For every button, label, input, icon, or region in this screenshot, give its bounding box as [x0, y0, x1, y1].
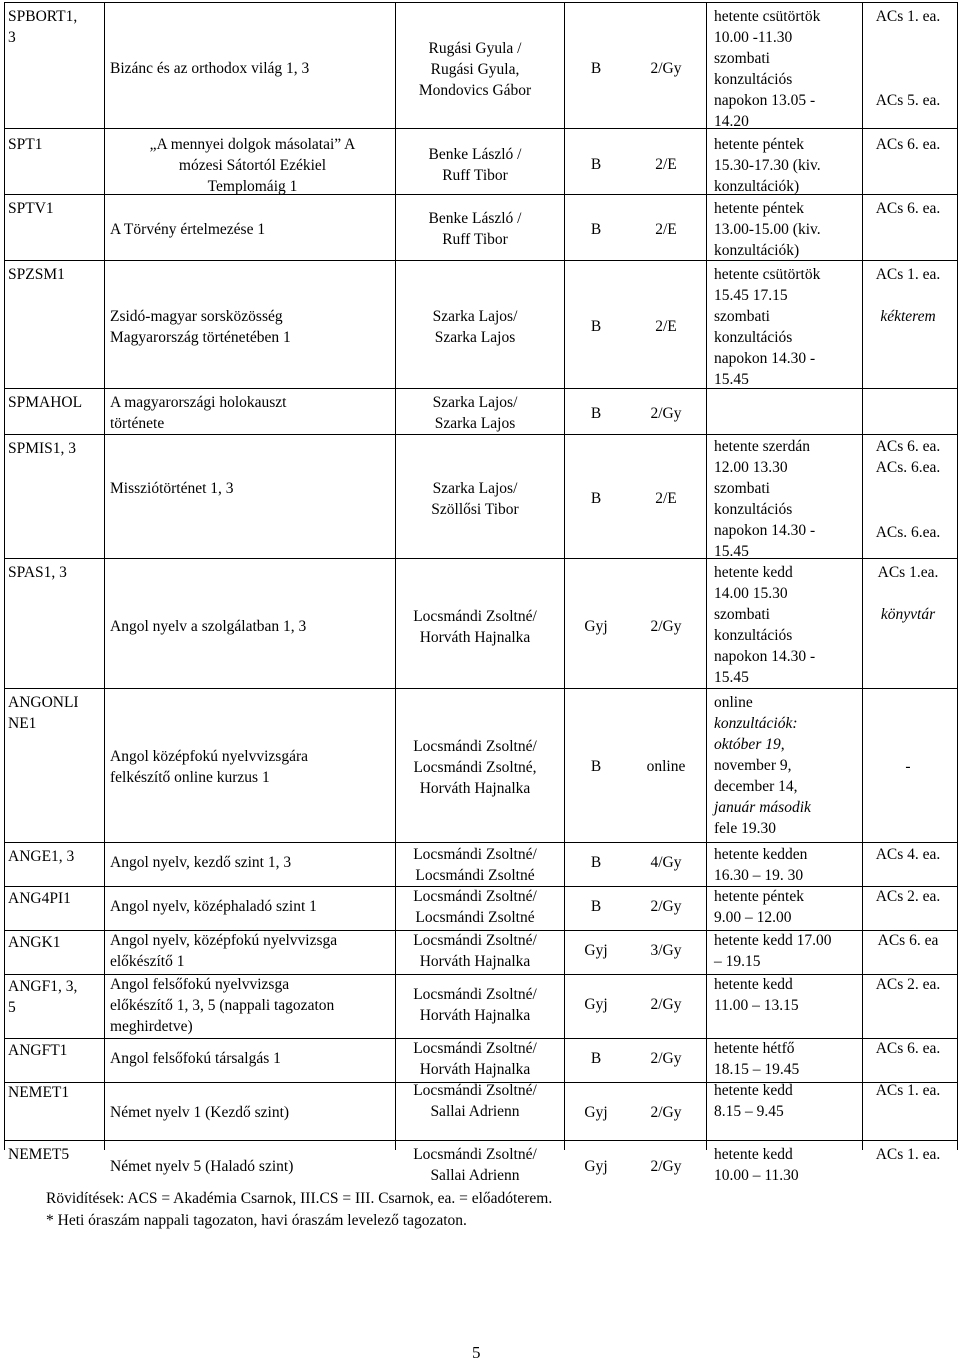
course-title: Angol nyelv a szolgálatban 1, 3 — [110, 618, 307, 635]
course-hours: 3/Gy — [650, 942, 682, 959]
course-code: NEMET1 — [8, 1084, 70, 1101]
course-title: Angol középfokú nyelvvizsgára felkészítő online kurzus 1 — [110, 748, 308, 786]
course-room: ACs 6. ea — [877, 932, 939, 949]
course-type: B — [590, 60, 602, 77]
course-type: Gyj — [584, 618, 608, 635]
course-type: Gyj — [584, 1158, 608, 1175]
course-hours: 4/Gy — [650, 854, 682, 871]
course-hours: 2/E — [655, 156, 677, 173]
course-teacher: Szarka Lajos/ Szarka Lajos — [432, 308, 518, 346]
hours-footnote: * Heti óraszám nappali tagozaton, havi óraszám levelező tagozaton. — [46, 1212, 467, 1229]
course-code: SPTV1 — [8, 200, 54, 217]
course-schedule: hetente kedd 14.00 15.30 szombati konzultációs napokon 14.30 - 15.45 — [714, 564, 816, 686]
course-teacher: Benke László / Ruff Tibor — [428, 146, 522, 184]
course-title: Német nyelv 5 (Haladó szint) — [110, 1158, 294, 1175]
course-room: ACs 1. ea. — [875, 1146, 941, 1163]
course-type: B — [590, 156, 602, 173]
table-border-top — [4, 2, 958, 3]
course-type: B — [590, 758, 602, 775]
course-teacher: Rugási Gyula / Rugási Gyula, Mondovics Gábor — [418, 40, 532, 99]
course-schedule: hetente péntek 9.00 – 12.00 — [714, 888, 804, 926]
course-room-note: könyvtár — [880, 606, 936, 623]
row-rule — [4, 688, 958, 689]
course-hours: 2/Gy — [650, 1050, 682, 1067]
course-title: Bizánc és az orthodox világ 1, 3 — [110, 60, 310, 77]
course-teacher: Locsmándi Zsoltné/ Sallai Adrienn — [413, 1146, 537, 1184]
course-code: ANGF1, 3, 5 — [8, 978, 78, 1016]
column-rule — [706, 2, 707, 1150]
course-type: Gyj — [584, 942, 608, 959]
course-code: SPZSM1 — [8, 266, 65, 283]
course-teacher: Locsmándi Zsoltné/ Horváth Hajnalka — [413, 1040, 537, 1078]
course-title: „A mennyei dolgok másolatai” A mózesi Sátortól Ezékiel Templomáig 1 — [149, 136, 356, 195]
course-code: ANGONLI NE1 — [8, 694, 79, 732]
course-type: B — [590, 898, 602, 915]
abbreviations-note: Rövidítések: ACS = Akadémia Csarnok, III.CS = III. Csarnok, ea. = előadóterem. — [46, 1190, 553, 1207]
course-room: ACs 1.ea. — [877, 564, 939, 581]
course-hours: 2/Gy — [650, 405, 682, 422]
course-title: Angol felsőfokú társalgás 1 — [110, 1050, 281, 1067]
course-room: ACs. 6.ea. — [875, 524, 941, 541]
course-type: B — [590, 221, 602, 238]
course-room: ACs 6. ea. — [875, 200, 941, 217]
course-room-note: kékterem — [880, 308, 936, 325]
course-schedule: hetente csütörtök 10.00 -11.30 szombati konzultációs napokon 13.05 - 14.20 — [714, 8, 821, 130]
course-room: ACs 6. ea. — [875, 1040, 941, 1057]
course-teacher: Locsmándi Zsoltné/ Locsmándi Zsoltné — [413, 846, 537, 884]
course-type: Gyj — [584, 1104, 608, 1121]
course-type: B — [590, 490, 602, 507]
course-room: ACs 5. ea. — [875, 92, 941, 109]
course-title: A Törvény értelmezése 1 — [110, 221, 266, 238]
course-type: Gyj — [584, 996, 608, 1013]
course-hours: 2/E — [655, 490, 677, 507]
course-type: B — [590, 405, 602, 422]
course-schedule: hetente hétfő 18.15 – 19.45 — [714, 1040, 800, 1078]
course-room: ACs 6. ea. — [875, 136, 941, 153]
course-code: SPMIS1, 3 — [8, 440, 77, 457]
row-rule — [4, 842, 958, 843]
course-schedule: hetente kedden 16.30 – 19. 30 — [714, 846, 808, 884]
course-type: B — [590, 854, 602, 871]
table-border-left — [4, 2, 5, 1150]
table-border-bottom — [4, 1140, 958, 1141]
course-title: Missziótörténet 1, 3 — [110, 480, 234, 497]
course-code: SPMAHOL — [8, 394, 83, 411]
course-code: ANG4PI1 — [8, 890, 71, 907]
course-title: Angol felsőfokú nyelvvizsga előkészítő 1, 3, 5 (nappali tagozaton meghirdetve) — [110, 976, 335, 1035]
course-title: Angol nyelv, kezdő szint 1, 3 — [110, 854, 292, 871]
course-schedule: hetente kedd 11.00 – 13.15 — [714, 976, 799, 1014]
course-code: ANGFT1 — [8, 1042, 68, 1059]
course-hours: 2/Gy — [650, 1158, 682, 1175]
course-hours: online — [646, 758, 686, 775]
course-title: Zsidó-magyar sorsközösség Magyarország történetében 1 — [110, 308, 291, 346]
course-code: NEMET5 — [8, 1146, 70, 1163]
course-room: ACs 2. ea. — [875, 888, 941, 905]
course-hours: 2/Gy — [650, 1104, 682, 1121]
course-hours: 2/Gy — [650, 898, 682, 915]
course-teacher: Locsmándi Zsoltné/ Horváth Hajnalka — [413, 932, 537, 970]
course-schedule: hetente kedd 8.15 – 9.45 — [714, 1082, 793, 1120]
course-room: ACs 1. ea. — [875, 266, 941, 283]
course-schedule: hetente péntek 15.30-17.30 (kiv. konzultációk) — [714, 136, 821, 195]
course-teacher: Locsmándi Zsoltné/ Locsmándi Zsoltné, Horváth Hajnalka — [413, 738, 537, 797]
course-title: Angol nyelv, középfokú nyelvvizsga előkészítő 1 — [110, 932, 338, 970]
course-title: Német nyelv 1 (Kezdő szint) — [110, 1104, 290, 1121]
course-code: ANGK1 — [8, 934, 61, 951]
course-code: ANGE1, 3 — [8, 848, 75, 865]
course-schedule: hetente kedd 10.00 – 11.30 — [714, 1146, 799, 1184]
course-hours: 2/E — [655, 318, 677, 335]
course-code: SPT1 — [8, 136, 43, 153]
course-hours: 2/Gy — [650, 618, 682, 635]
course-teacher: Szarka Lajos/ Szöllősi Tibor — [431, 480, 519, 518]
course-schedule: hetente csütörtök 15.45 17.15 szombati konzultációs napokon 14.30 - 15.45 — [714, 266, 821, 388]
course-schedule: hetente szerdán 12.00 13.30 szombati konzultációs napokon 14.30 - 15.45 — [714, 438, 816, 560]
course-teacher: Locsmándi Zsoltné/ Horváth Hajnalka — [413, 986, 537, 1024]
course-hours: 2/Gy — [650, 60, 682, 77]
course-hours: 2/E — [655, 221, 677, 238]
course-title: A magyarországi holokauszt története — [110, 394, 287, 432]
course-code: SPBORT1, 3 — [8, 8, 78, 46]
course-schedule: hetente kedd 17.00 – 19.15 — [714, 932, 832, 970]
course-schedule: online konzultációk: október 19, november 9, december 14, január második fele 19.30 — [714, 694, 811, 837]
course-room: ACs 1. ea. — [875, 1082, 941, 1099]
course-room: ACs 4. ea. — [875, 846, 941, 863]
table-border-right — [957, 2, 958, 1150]
course-teacher: Locsmándi Zsoltné/ Sallai Adrienn — [413, 1082, 537, 1120]
course-schedule: hetente péntek 13.00-15.00 (kiv. konzultációk) — [714, 200, 821, 259]
course-teacher: Locsmándi Zsoltné/ Horváth Hajnalka — [413, 608, 537, 646]
page-number: 5 — [472, 1343, 481, 1362]
course-room: ACs 1. ea. — [875, 8, 941, 25]
course-room: ACs 2. ea. — [875, 976, 941, 993]
course-title: Angol nyelv, középhaladó szint 1 — [110, 898, 317, 915]
course-room: ACs 6. ea. ACs. 6.ea. — [875, 438, 941, 476]
course-teacher: Szarka Lajos/ Szarka Lajos — [432, 394, 518, 432]
column-rule — [104, 2, 105, 1150]
course-room: - — [905, 758, 911, 775]
course-code: SPAS1, 3 — [8, 564, 67, 581]
course-hours: 2/Gy — [650, 996, 682, 1013]
course-type: B — [590, 318, 602, 335]
course-teacher: Benke László / Ruff Tibor — [428, 210, 522, 248]
course-teacher: Locsmándi Zsoltné/ Locsmándi Zsoltné — [413, 888, 537, 926]
course-type: B — [590, 1050, 602, 1067]
row-rule — [4, 434, 958, 435]
